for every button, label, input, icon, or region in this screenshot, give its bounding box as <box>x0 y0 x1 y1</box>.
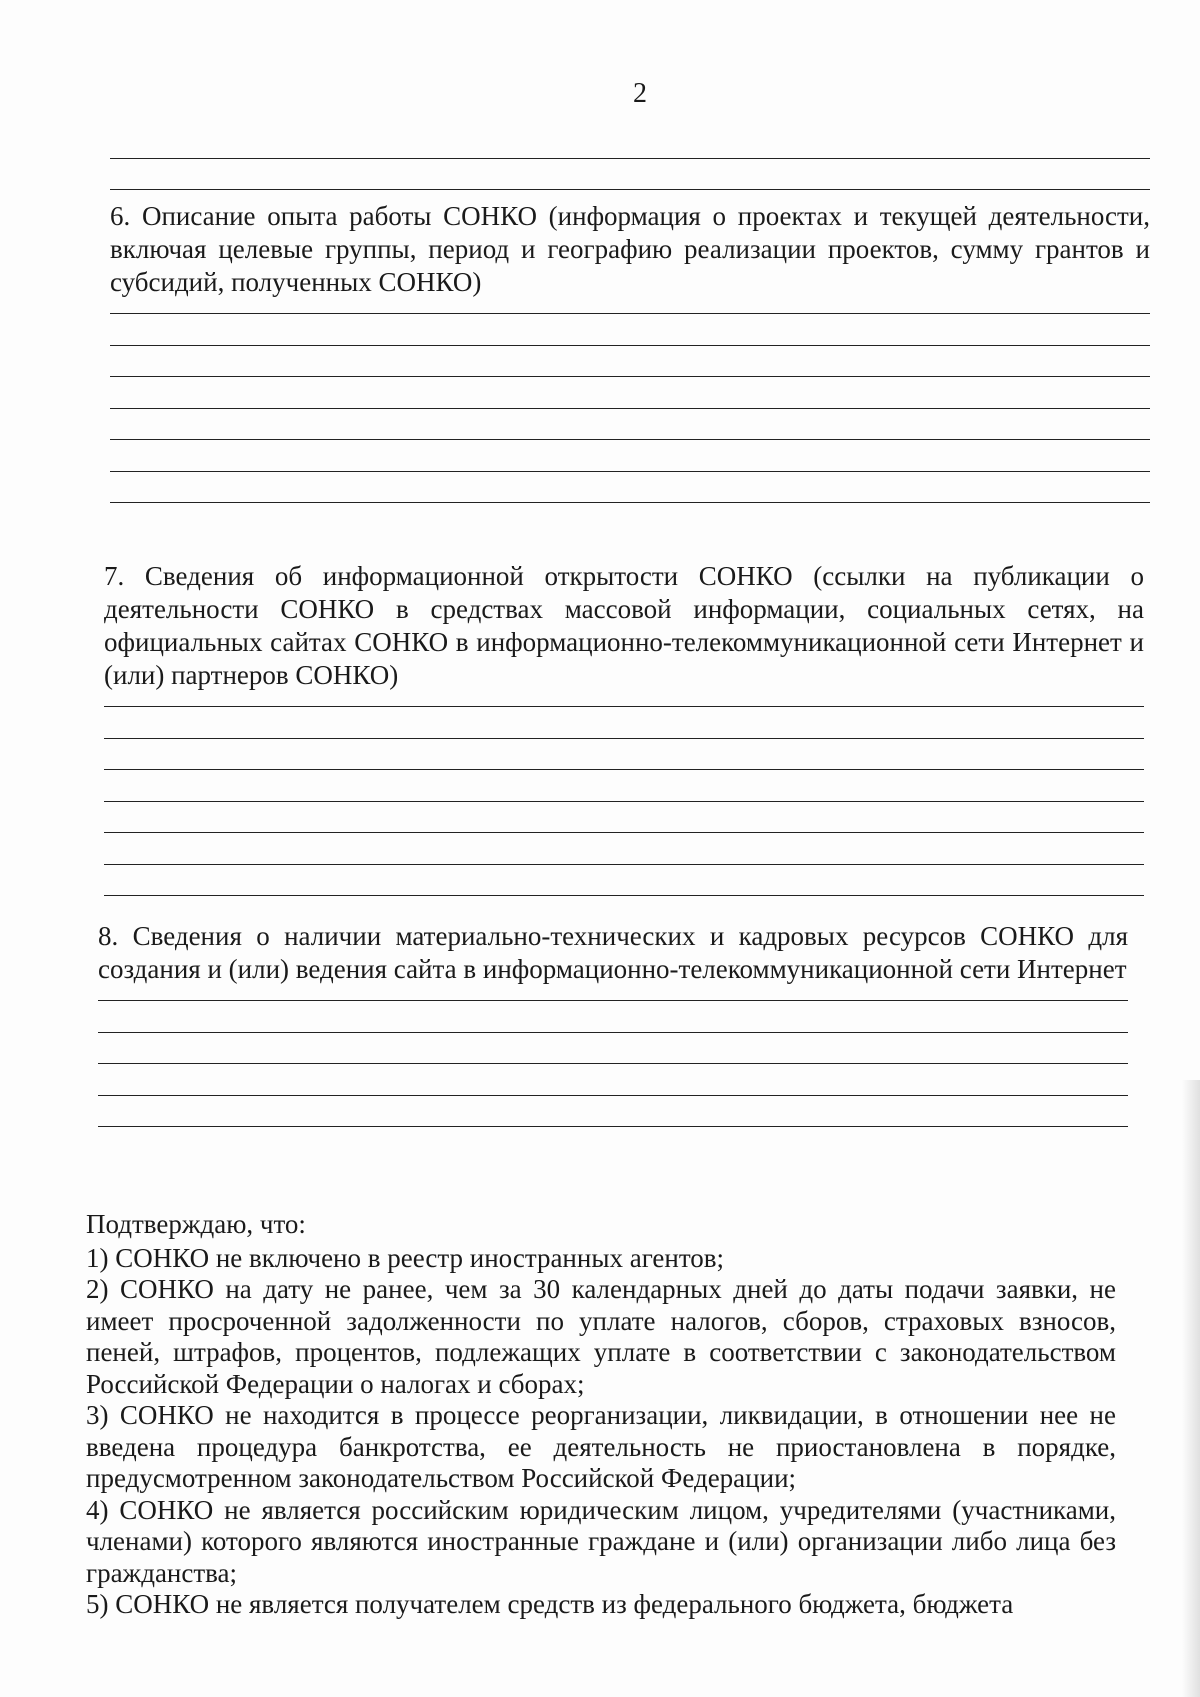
answer-line <box>98 1126 1128 1127</box>
section-8-heading: 8. Сведения о наличии материально-технических и кадровых ресурсов СОНКО для создания и (или) ведения сайта в информационно-телекоммуникационной сети Интернет <box>98 921 1128 984</box>
answer-line <box>110 439 1150 440</box>
section-7 <box>104 560 1144 927</box>
answer-line <box>104 832 1144 833</box>
answer-line <box>110 408 1150 409</box>
confirmation-item-5: 5) СОНКО не является получателем средств из федерального бюджета, бюджета <box>86 1589 1014 1619</box>
answer-line <box>110 313 1150 314</box>
confirmation-item-2: 2) СОНКО на дату не ранее, чем за 30 календарных дней до даты подачи заявки, не имеет просроченной задолженности по уплате налогов, сборов, страховых взносов, пеней, штрафов, процентов, подлежащих уплате в соответствии с законодательством Российской Федерации о налогах и сборах; <box>86 1274 1116 1399</box>
section-6 <box>110 200 1150 534</box>
confirmation-item-4: 4) СОНКО не является российским юридическим лицом, учредителями (участниками, членами) которого являются иностранные граждане и (или) организации либо лица без гражданства; <box>86 1494 1116 1588</box>
answer-line <box>104 738 1144 739</box>
blank-line <box>110 189 1150 190</box>
answer-line <box>98 1095 1128 1096</box>
section-6-answer-lines <box>110 313 1150 503</box>
answer-line <box>104 895 1144 896</box>
confirmation-intro: Подтверждаю, что: <box>86 1209 306 1239</box>
answer-line <box>98 1063 1128 1064</box>
page-number: 2 <box>633 78 647 109</box>
answer-line <box>104 864 1144 865</box>
answer-line <box>110 345 1150 346</box>
section-6-heading: 6. Описание опыта работы СОНКО (информация о проектах и текущей деятельности, включая целевые группы, период и географию реализации проектов, сумму грантов и субсидий, полученных СОНКО) <box>110 201 1150 297</box>
scan-edge-shadow <box>1182 1080 1200 1697</box>
blank-line <box>110 158 1150 159</box>
section-7-heading: 7. Сведения об информационной открытости СОНКО (ссылки на публикации о деятельности СОНКО в средствах массовой информации, социальных сетях, на официальных сайтах СОНКО в информационно-телекоммуникационной сети Интернет и (или) партнеров СОНКО) <box>104 561 1144 690</box>
answer-line <box>110 502 1150 503</box>
confirmation-item-3: 3) СОНКО не находится в процессе реорганизации, ликвидации, в отношении нее не введена процедура банкротства, ее деятельность не приостановлена в порядке, предусмотренном законодательством Российской Федерации; <box>86 1400 1116 1493</box>
top-blank-lines <box>110 158 1150 190</box>
answer-line <box>98 1000 1128 1001</box>
confirmation-block <box>86 1209 1116 1621</box>
answer-line <box>110 376 1150 377</box>
answer-line <box>104 769 1144 770</box>
confirmation-item-1: 1) СОНКО не включено в реестр иностранных агентов; <box>86 1242 725 1273</box>
answer-line <box>104 801 1144 802</box>
answer-line <box>110 471 1150 472</box>
section-8-answer-lines <box>98 1000 1128 1127</box>
answer-line <box>98 1032 1128 1033</box>
answer-line <box>104 706 1144 707</box>
section-8 <box>98 920 1128 1158</box>
section-7-answer-lines <box>104 706 1144 896</box>
